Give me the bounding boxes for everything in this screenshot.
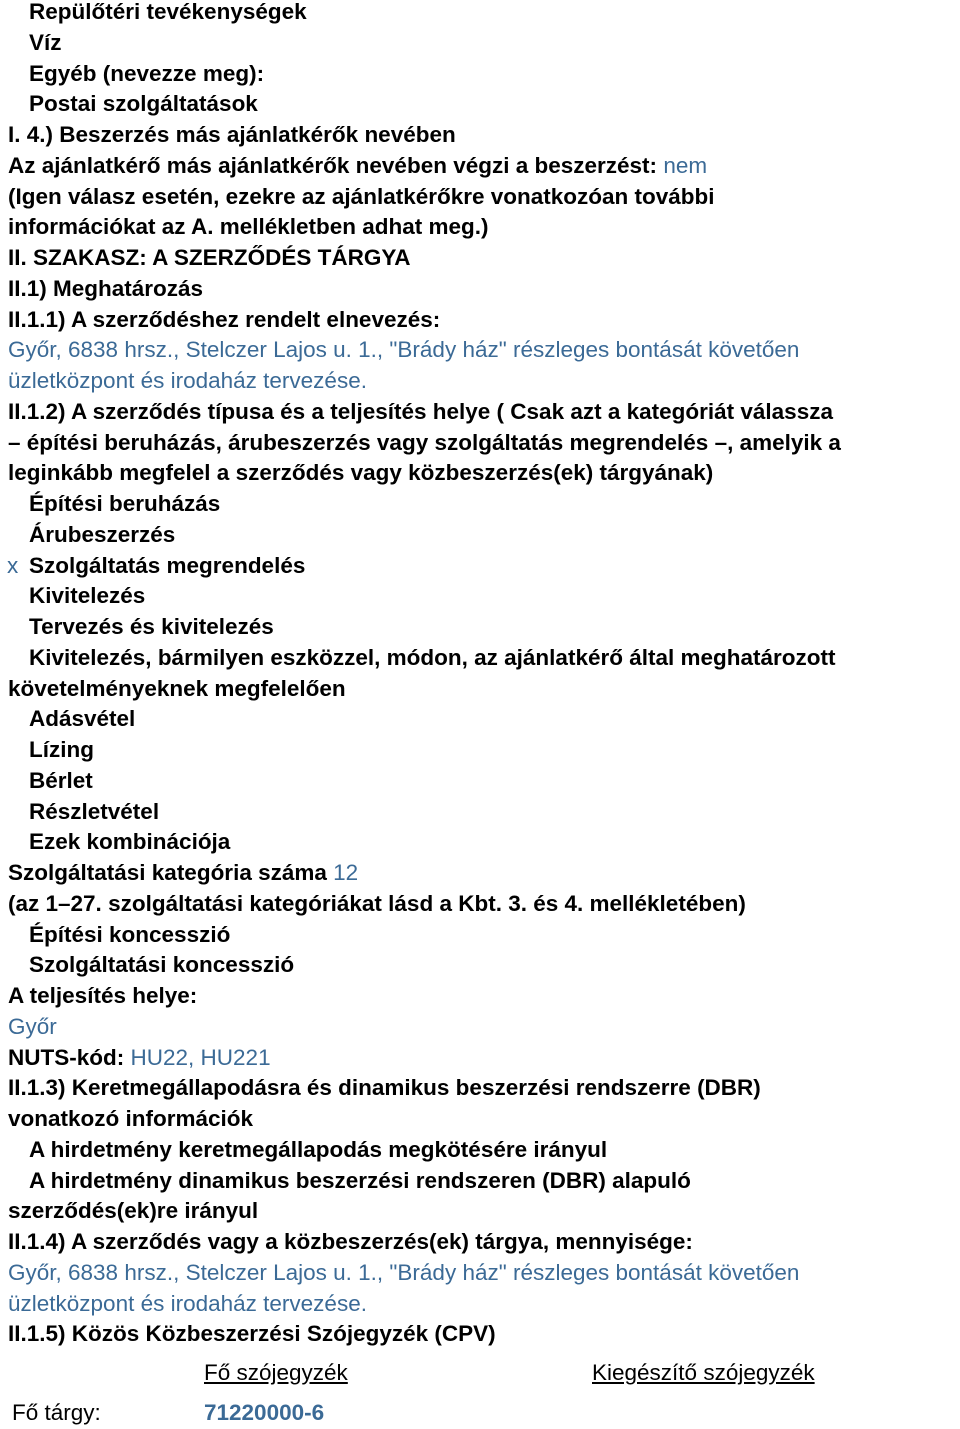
section-ii11-heading: II.1.1) A szerződéshez rendelt elnevezés: bbox=[8, 307, 441, 332]
option-purchase: Adásvétel bbox=[29, 706, 136, 731]
behalf-question bbox=[8, 151, 707, 181]
option-hire-purchase: Részletvétel bbox=[29, 799, 160, 824]
option-construction: Építési beruházás bbox=[29, 491, 221, 516]
service-category-label: Szolgáltatási kategória száma bbox=[8, 860, 327, 885]
nuts-code bbox=[8, 1043, 271, 1073]
option-combination: Ezek kombinációja bbox=[29, 829, 231, 854]
option-airport-activities: Repülőtéri tevékenységek bbox=[29, 0, 307, 24]
contract-scope-line-2: üzletközpont és irodaház tervezése. bbox=[8, 1291, 367, 1316]
option-dps-2: szerződés(ek)re irányul bbox=[8, 1198, 259, 1223]
cpv-header-main: Fő szójegyzék bbox=[204, 1360, 348, 1385]
cpv-header-supplementary: Kiegészítő szójegyzék bbox=[592, 1360, 815, 1385]
option-lease: Lízing bbox=[29, 737, 94, 762]
contract-title-line-2: üzletközpont és irodaház tervezése. bbox=[8, 368, 367, 393]
option-service-concession: Szolgáltatási koncesszió bbox=[29, 952, 295, 977]
option-framework: A hirdetmény keretmegállapodás megkötésére irányul bbox=[29, 1137, 608, 1162]
option-dps-1: A hirdetmény dinamikus beszerzési rendszeren (DBR) alapuló bbox=[29, 1168, 691, 1193]
contract-scope-line-1: Győr, 6838 hrsz., Stelczer Lajos u. 1., "Brády ház" részleges bontását követően bbox=[8, 1260, 800, 1285]
option-water: Víz bbox=[29, 30, 62, 55]
place-of-performance-label: A teljesítés helye: bbox=[8, 983, 198, 1008]
behalf-note-1: (Igen válasz esetén, ezekre az ajánlatkérőkre vonatkozóan további bbox=[8, 184, 715, 209]
service-category-value: 12 bbox=[333, 860, 359, 885]
option-execution: Kivitelezés bbox=[29, 583, 146, 608]
section-ii14-heading: II.1.4) A szerződés vagy a közbeszerzés(ek) tárgya, mennyisége: bbox=[8, 1229, 693, 1254]
option-postal: Postai szolgáltatások bbox=[29, 91, 258, 116]
section-ii13-heading-1: II.1.3) Keretmegállapodásra és dinamikus beszerzési rendszerre (DBR) bbox=[8, 1075, 761, 1100]
option-works-concession: Építési koncesszió bbox=[29, 922, 231, 947]
section-i4-heading: I. 4.) Beszerzés más ajánlatkérők nevében bbox=[8, 122, 456, 147]
option-design-execution: Tervezés és kivitelezés bbox=[29, 614, 274, 639]
option-realisation-2: követelményeknek megfelelően bbox=[8, 676, 346, 701]
section-ii12-heading-1: II.1.2) A szerződés típusa és a teljesítés helye ( Csak azt a kategóriát válassza bbox=[8, 399, 833, 424]
selected-mark: x bbox=[7, 553, 19, 578]
place-of-performance-value: Győr bbox=[8, 1014, 57, 1039]
behalf-note-2: információkat az A. mellékletben adhat meg.) bbox=[8, 214, 489, 239]
section-ii13-heading-2: vonatkozó információk bbox=[8, 1106, 254, 1131]
section-ii15-heading: II.1.5) Közös Közbeszerzési Szójegyzék (CPV) bbox=[8, 1321, 496, 1346]
section-ii-heading: II. SZAKASZ: A SZERZŐDÉS TÁRGYA bbox=[8, 245, 411, 270]
section-ii12-heading-3: leginkább megfelel a szerződés vagy közbeszerzés(ek) tárgyának) bbox=[8, 460, 714, 485]
service-category-note: (az 1–27. szolgáltatási kategóriákat lásd a Kbt. 3. és 4. mellékletében) bbox=[8, 891, 746, 916]
behalf-value: nem bbox=[663, 153, 708, 178]
nuts-value: HU22, HU221 bbox=[130, 1045, 271, 1070]
contract-title-line-1: Győr, 6838 hrsz., Stelczer Lajos u. 1., "Brády ház" részleges bontását követően bbox=[8, 337, 800, 362]
cpv-main-code: 71220000-6 bbox=[204, 1400, 325, 1425]
behalf-label: Az ajánlatkérő más ajánlatkérők nevében végzi a beszerzést: bbox=[8, 153, 658, 178]
service-category bbox=[8, 858, 358, 888]
option-other: Egyéb (nevezze meg): bbox=[29, 61, 265, 86]
option-realisation-1: Kivitelezés, bármilyen eszközzel, módon, az ajánlatkérő által meghatározott bbox=[29, 645, 836, 670]
option-services: Szolgáltatás megrendelés bbox=[29, 553, 306, 578]
option-supplies: Árubeszerzés bbox=[29, 522, 176, 547]
option-rental: Bérlet bbox=[29, 768, 93, 793]
nuts-label: NUTS-kód: bbox=[8, 1045, 125, 1070]
section-ii12-heading-2: – építési beruházás, árubeszerzés vagy szolgáltatás megrendelés –, amelyik a bbox=[8, 430, 841, 455]
cpv-main-object-label: Fő tárgy: bbox=[12, 1400, 101, 1425]
section-ii1-heading: II.1) Meghatározás bbox=[8, 276, 204, 301]
